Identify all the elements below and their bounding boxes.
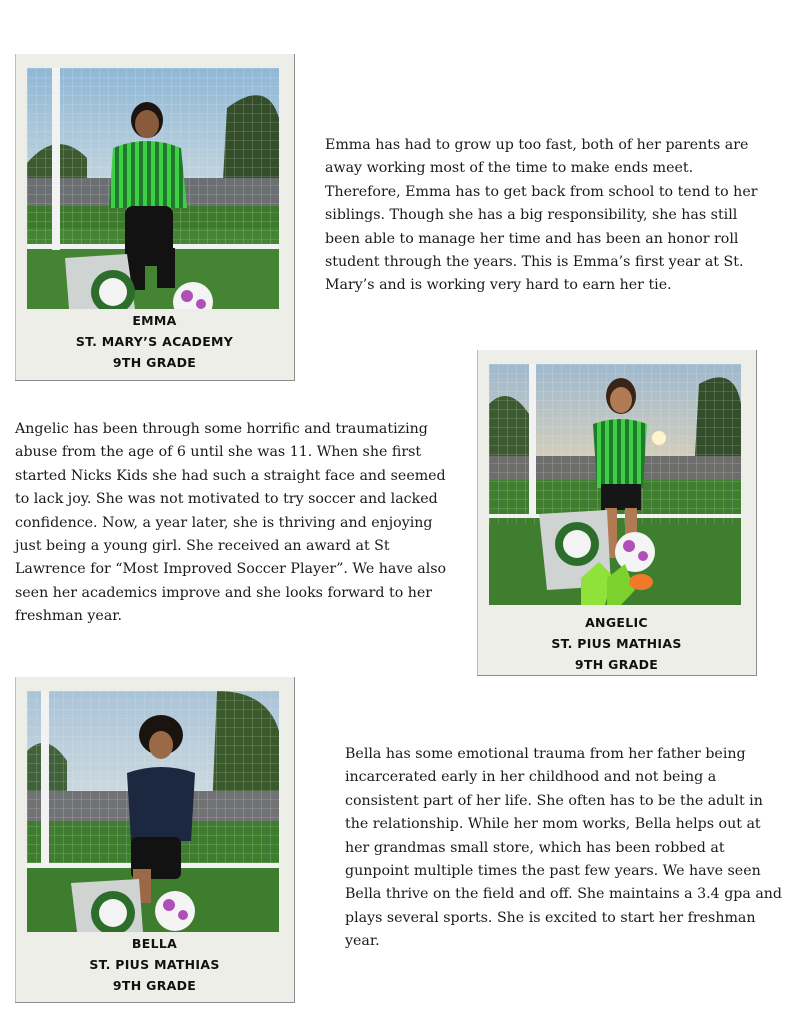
- caption-angelic: [477, 612, 756, 675]
- school-label: ST. PIUS MATHIAS: [89, 957, 220, 972]
- name-label: BELLA: [131, 936, 178, 951]
- grade-label: 9TH GRADE: [112, 355, 197, 370]
- name-label: ANGELIC: [585, 615, 648, 630]
- school-label: ST. PIUS MATHIAS: [551, 636, 682, 651]
- profile-card-angelic: [477, 350, 757, 676]
- bio-emma: Emma has had to grow up too fast, both of her parents are away working most of the time to make ends meet. Therefore, Emma has to get back from school to tend to her siblings. Though she has a big responsibility, she has still been able to manage her time and has been an honor roll student through the years. This is Emma’s first year at St. Mary’s and is working very hard to earn her tie.: [325, 137, 758, 294]
- profile-card-bella: [15, 677, 295, 1003]
- profile-card-emma: [15, 54, 295, 381]
- name-label: EMMA: [132, 313, 177, 328]
- grade-label: 9TH GRADE: [112, 978, 197, 993]
- school-label: ST. MARY’S ACADEMY: [75, 334, 234, 349]
- photo-emma: [27, 68, 279, 309]
- bio-bella: Bella has some emotional trauma from her father being incarcerated early in her childhood and not being a consistent part of her life. She often has to be the adult in the relationship. While her mom works, Bella helps out at her grandmas small store, which has been robbed at gunpoint multiple times the past few years. We have seen Bella thrive on the field and off. She maintains a 3.4 gpa and plays several sports. She is excited to start her freshman year.: [345, 746, 783, 950]
- caption-bella: [15, 933, 294, 996]
- caption-emma: [15, 310, 294, 373]
- photo-bella: [27, 691, 279, 932]
- bio-angelic: Angelic has been through some horrific and traumatizing abuse from the age of 6 until she was 11. When she first started Nicks Kids she had such a straight face and seemed to lack joy. She was not motivated to try soccer and lacked confidence. Now, a year later, she is thriving and enjoying just being a young girl. She received an award at St Lawrence for “Most Improved Soccer Player”. We have also seen her academics improve and she looks forward to her freshman year.: [15, 421, 447, 625]
- grade-label: 9TH GRADE: [574, 657, 659, 672]
- photo-angelic: [489, 364, 741, 605]
